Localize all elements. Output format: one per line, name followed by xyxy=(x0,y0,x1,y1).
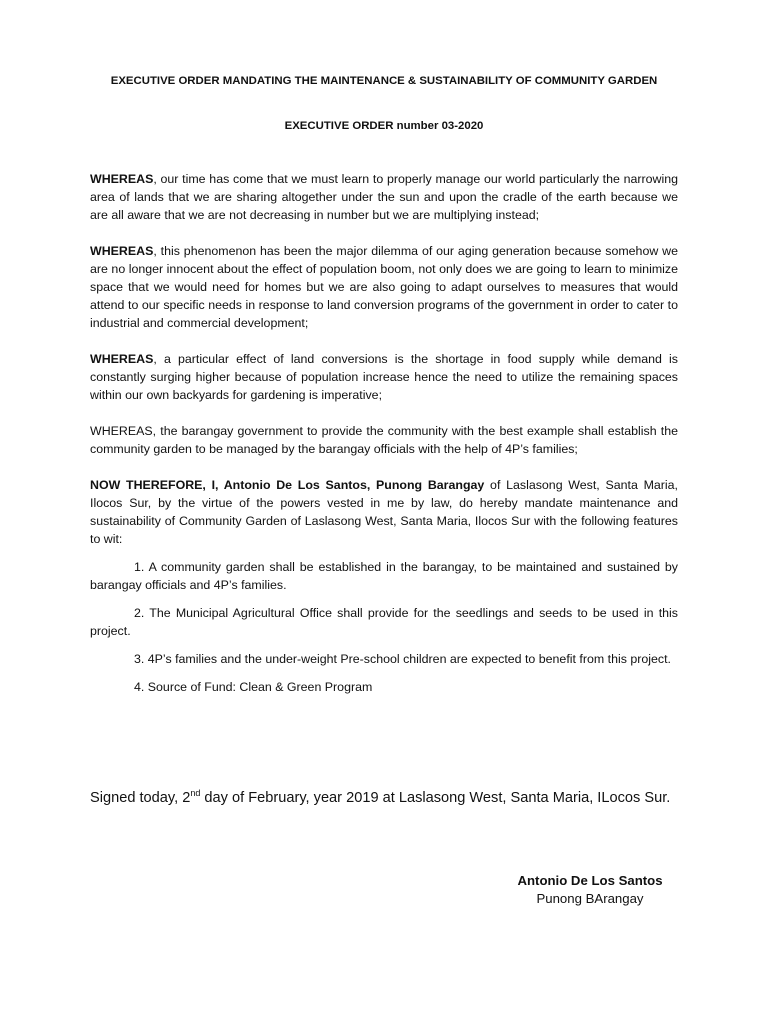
whereas-text: , this phenomenon has been the major dilemma of our aging generation because somehow we are no longer innocent about the effect of population boom, not only does we are going to learn to minimize space that we would need for homes but we are also going to adapt ourselves to measures that would attend to our specific needs in response to land conversion programs of the government in order to cater to industrial and commercial development; xyxy=(90,244,678,330)
feature-item-4: 4. Source of Fund: Clean & Green Program xyxy=(134,680,373,694)
signed-after: day of February, year 2019 at Laslasong West, Santa Maria, ILocos Sur. xyxy=(200,790,671,806)
document-title: EXECUTIVE ORDER MANDATING THE MAINTENANCE & SUSTAINABILITY OF COMMUNITY GARDEN xyxy=(110,75,658,87)
whereas-clause-1 xyxy=(90,170,678,224)
signatory-position: Punong BArangay xyxy=(536,891,644,906)
signed-statement xyxy=(90,787,678,809)
whereas-lead: WHEREAS xyxy=(90,172,154,186)
signatory-name: Antonio De Los Santos xyxy=(517,873,663,888)
document-body xyxy=(90,170,678,706)
whereas-text: , our time has come that we must learn to properly manage our world particularly the narrowing area of lands that we are sharing altogether under the sun and upon the cradle of the earth because we are all aware that we are not decreasing in number but we are multiplying instead; xyxy=(90,172,678,222)
whereas-clause-2 xyxy=(90,242,678,332)
order-number: EXECUTIVE ORDER number 03-2020 xyxy=(284,120,484,132)
whereas-lead: WHEREAS xyxy=(90,244,154,258)
whereas-text: , a particular effect of land conversions is the shortage in food supply while demand is constantly surging higher because of population increase hence the need to utilize the remaining spaces within our own backyards for gardening is imperative; xyxy=(90,352,678,402)
feature-item-3: 3. 4P’s families and the under-weight Pre-school children are expected to benefit from this project. xyxy=(134,652,671,666)
now-therefore-clause xyxy=(90,476,678,548)
whereas-clause-3 xyxy=(90,350,678,404)
feature-item-1: 1. A community garden shall be established in the barangay, to be maintained and sustained by barangay officials and 4P’s families. xyxy=(90,560,678,592)
now-therefore-text: of Laslasong West, Santa Maria, Ilocos Sur, by the virtue of the powers vested in me by law, do hereby mandate maintenance and sustainability of Community Garden of Laslasong West, Santa Maria, Ilocos Sur with the following features to wit: xyxy=(90,478,679,546)
whereas-lead: WHEREAS xyxy=(90,352,154,366)
whereas-clause-4: WHEREAS, the barangay government to provide the community with the best example shall establish the community garden to be managed by the barangay officials with the help of 4P’s families; xyxy=(90,424,678,456)
feature-item-2: 2. The Municipal Agricultural Office shall provide for the seedlings and seeds to be used in this project. xyxy=(90,606,678,638)
signed-before: Signed today, 2 xyxy=(90,790,191,806)
signed-superscript: nd xyxy=(190,788,201,799)
now-therefore-lead: NOW THEREFORE, I, Antonio De Los Santos, Punong Barangay xyxy=(90,478,485,492)
